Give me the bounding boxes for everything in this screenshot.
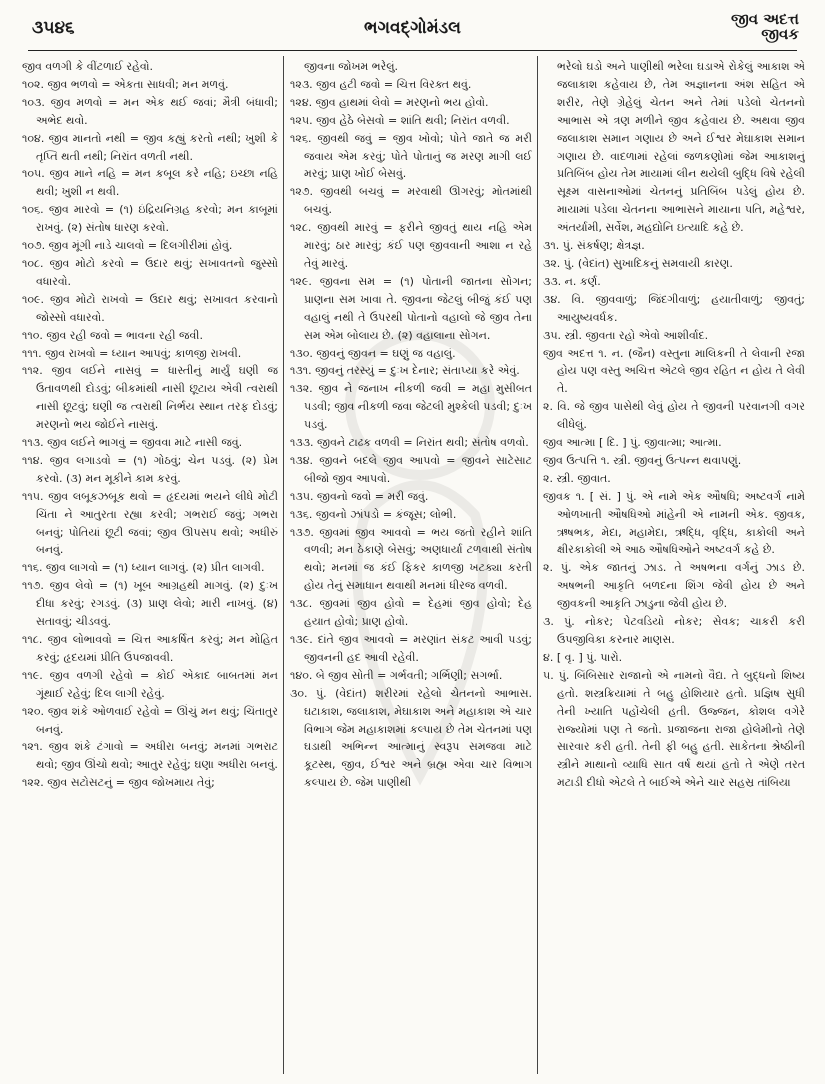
dictionary-entry: ૧૦૫. જીવ માને નહિ = મન કબૂલ કરે નહિ; ઇચ્છા નહિ થવી; ખુશી ન થવી. [22,167,278,199]
dictionary-entry: ૧૧૧. જીવ રાખવો = ધ્યાન આપવું; કાળજી રાખવી. [22,346,242,360]
dictionary-entry: ૧૧૯. જીવ વળગી રહેવો = કોઈ એકાદ બાબતમાં મન ગૂંથાઈ રહેવું; દિલ લાગી રહેવું. [22,668,278,700]
dictionary-entry: ૧૨૪. જીવ હાથમાં લેવો = મરણનો ભય હોવો. [290,95,489,109]
column-1 [22,58,278,1076]
dictionary-entry: ૧૨૦. જીવ શંકે ઓળવાઈ રહેવો = ઊંચું મન થવું; ચિંતાતુર બનવું. [22,704,278,736]
header-rule [28,50,797,51]
column-3 [543,58,805,1076]
dictionary-entry: ૧૨૯. જીવના સમ = (૧) પોતાની જાતના સોગન; પ્રાણના સમ ખાવા તે. જીવના જેટલું બીજું કંઈ પણ વહાલું નથી તે ઉપરથી પોતાનો વહાલો જે જીવ તેના સમ એમ બોલાય છે. (૨) વહાલાના સોગન. [290,274,532,342]
dictionary-entry: ૧૩૨. જીવ ને જનાખ નીકળી જવી = મહા મુસીબત પડવી; જીવ નીકળી જવા જેટલી મુશ્કેલી પડવી; દુઃખ પડવું. [290,382,532,432]
dictionary-entry: ૩૨. પું. (વેદાંત) સુખાદિકનું સમવાયી કારણ. [543,256,733,270]
dictionary-entry: ૧૨૮. જીવથી મારવું = ફરીને જીવતું થાય નહિ એમ મારવું; ઠાર મારવું; કંઈ પણ જીવવાની આશા ન રહે તેવું મારવું. [290,221,532,270]
dictionary-entry: ૧૨૧. જીવ શંકે ટંગાવો = અધીરા બનવું; મનમાં ગભરાટ થવો; જીવ ઊંચો થવો; આતુર રહેવું; ઘણા અધીરા બનવું. [22,740,278,772]
dictionary-entry: ૧૦૭. જીવ મૂંગી નાડે ચાલવો = દિલગીરીમાં હોવું. [22,239,233,253]
dictionary-entry: ૧૦૪. જીવ માનતો નથી = જીવ કહ્યું કરતો નથી; ખુશી કે તૃપ્તિ થતી નથી; નિરાંત વળતી નથી. [22,131,278,163]
dictionary-entry: ૧૧૫. જીવ લબૂકઝબૂક થવો = હૃદયમાં ભયને લીધે મોટી ચિંતા ને આતુરતા રહ્યા કરવી; ગભરાઈ જવું; ગભરા બનવું; પોતિયાં છૂટી જવાં; જીવ ઊપસપ થવો; અધીરું બનવું. [22,489,278,557]
dictionary-entry: ૧૦૬. જીવ મારવો = (૧) ઇંદ્રિયનિગ્રહ કરવો; મન કાબૂમાં રાખવું. (૨) સંતોષ ધારણ કરવો. [22,203,278,235]
dictionary-entry: ૩૫. સ્ત્રી. જીવતા રહો એવો આશીર્વાદ. [543,328,709,342]
dictionary-entry: ૧૦૨. જીવ ભળવો = એકતા સાધવી; મન મળવું. [22,77,229,91]
dictionary-entry: ૧૧૩. જીવ લઈને ભાગવું = જીવવા માટે નાસી જવું. [22,436,243,450]
dictionary-entry: ૩૧. પું. સંકર્ષણ; ક્ષેત્રજ્ઞ. [543,239,645,253]
dictionary-entry: જીવ આત્મા [ દિ. ] પું. જીવાત્મા; આત્મા. [543,436,722,450]
dictionary-entry: ૧૩૩. જીવને ટાઢક વળવી = નિરાંત થવી; સંતોષ વળવો. [290,436,529,450]
dictionary-entry: ૧૩૯. દાંતે જીવ આવવો = મરણાંત સંકટ આવી પડવું; જીવનની હદ આવી રહેવી. [290,633,532,664]
dictionary-entry: ૧૧૮. જીવ લોભાવવો = ચિત્ત આકર્ષિત કરવું; મન મોહિત કરવું; હૃદયમાં પ્રીતિ ઉપજાવવી. [22,633,278,664]
dictionary-entry: ૧૨૩. જીવ હટી જવો = ચિત્ત વિરક્ત થવું. [290,77,472,91]
guide-word-top: જીવ અદત્ત [730,10,799,28]
dictionary-entry: ૧૩૧. જીવનું તરસ્યું = દુઃખ દેનાર; સંતાપ્યા કરે એવું. [290,364,520,378]
dictionary-entry: ૧૦૯. જીવ મોટો રાખવો = ઉદાર થવું; સખાવત કરવાનો જોસ્સો વધારવો. [22,292,278,324]
column-divider-1 [283,56,284,1074]
column-divider-2 [537,56,538,1074]
dictionary-entry: ૩૩. ન. કર્ણ. [543,274,601,288]
dictionary-entry: ૧૩૭. જીવમાં જીવ આવવો = ભય જતો રહીને શાંતિ વળવી; મન ઠેકાણે બેસવું; અણધાર્યા ટળવાથી સંતોષ થવો; મનમાં જ કંઈ ફિકર કાળજી ખટક્યા કરતી હોય તેનું સમાધાન થવાથી મનમાં ધીરજ વળવી. [290,525,532,593]
dictionary-entry: ભરેલો ઘડો અને પાણીથી ભરેલા ઘડાએ રોકેલું આકાશ એ જલાકાશ કહેવાય છે, તેમ અજ્ઞાનના અંશ સહિત એ શરીર, તેણે ગ્રેહેલું ચેતન અને તેમાં પડેલો ચેતનનો આભાસ એ ત્રણ મળીને જીવ કહેવાય છે. અથવા જીવ જલાકાશ સમાન ગણાય છે અને ઈશ્વર મેઘાકાશ સમાન ગણાય છે. વાદળામાં રહેલાં જળકણોમાં જેમ આકાશનું પ્રતિબિંબ હોય તેમ માયામાં લીન થયેલી બુદ્ધિ વિષે રહેલી સૂક્ષ્મ વાસનાઓમાં ચેતનનું પ્રતિબિંબ પડેલું હોય છે. માયામાં પડેલા ચેતનના આભાસને માયાના પતિ, મહેશ્વર, અંતર્યામી, સર્વેશ, મહદ્યોનિ ઇત્યાદિ કહે છે. [557,60,805,235]
dictionary-entry: ૧૦૩. જીવ મળવો = મન એક થઈ જવાં; મૈત્રી બંધાવી; અભેદ થવો. [22,95,278,127]
dictionary-entry: ૧૨૨. જીવ સટોસટનું = જીવ જોખમાય તેવું; [22,776,215,790]
guide-words [731,12,799,42]
dictionary-entry: ૧૧૨. જીવ લઈને નાસવું = ધાસ્તીનું માર્યું ઘણી જ ઉતાવળથી દોડવું; બીકમાંથી નાસી છૂટાય એવી ત્વરાથી નાસી છૂટવું; ઘણી જ ત્વરાથી નિર્ભય સ્થાન તરફ દોડવું; મરણનો ભય જોઈને નાસવું. [22,364,278,432]
column-2 [290,58,532,1076]
guide-word-bottom: જીવક [761,25,799,43]
page-number: ૩૫૪૬ [32,18,75,38]
dictionary-entry: જીવક ૧. [ સં. ] પું. એ નામે એક ઔષધિ; અષ્ટવર્ગ નામે ઓળખાતી ઔષધિઓ માંહેની એ નામની એક. જીવક, ઋષભક, મેદા, મહામેદા, ઋદ્ધિ, વૃદ્ધિ, કાકોલી અને ક્ષીરકાકોલી એ આઠ ઔષધિઓને અષ્ટવર્ગ કહે છે. [543,489,805,557]
dictionary-entry: ૧૩૬. જીવનો ઝાંપડો = કંજૂસ; લોભી. [290,507,457,521]
dictionary-entry: ૩૪. વિ. જીવવાળું; જિંદગીવાળું; હયાતીવાળું; જીવતું; આયુષ્યવર્ધક. [543,292,805,324]
page-header [22,10,803,48]
dictionary-entry: ૧૩૮. જીવમાં જીવ હોવો = દેહમાં જીવ હોવો; દેહ હયાત હોવો; પ્રાણ હોવો. [290,597,532,629]
dictionary-entry: ૧૧૪. જીવ લગાડવો = (૧) ગોઠવું; ચેન પડવું. (૨) પ્રેમ કરવો. (૩) મન મૂકીને કામ કરવું. [22,453,278,485]
dictionary-entry: ૨. સ્ત્રી. જીવાત. [543,471,611,485]
dictionary-entry: ૩. પું. નોકર; પેટવડિયો નોકર; સેવક; ચાકરી કરી ઉપજીવિકા કરનાર માણસ. [543,615,805,646]
dictionary-entry: ૧૦૮. જીવ મોટો કરવો = ઉદાર થવું; સખાવતનો જુસ્સો વધારવો. [22,256,278,288]
dictionary-entry: ૨. પું. એક જાતનું ઝાડ. તે અષભના વર્ગનું ઝાડ છે. અષભની આકૃતિ બળદના શિંગ જેવી હોય છે અને જીવકની આકૃતિ ઝાડુના જેવી હોય છે. [543,561,805,611]
dictionary-entry: ૧૩૫. જીવનો જવો = મરી જવું. [290,489,429,503]
dictionary-entry: ૧૩૪. જીવને બદલે જીવ આપવો = જીવને સાટેસાટ બીજો જીવ આપવો. [290,453,532,485]
dictionary-entry: જીવના જોખમ ભરેલું. [304,60,399,73]
dictionary-entry: ૪. [ વૃ. ] પું. પારો. [543,650,623,664]
running-title: ભગવદ્ગોમંડલ [364,18,461,38]
dictionary-entry: ૧૨૭. જીવથી બચવું = મરવાથી ઊગરવું; મોતમાંથી બચવું. [290,185,532,217]
dictionary-entry: ૨. વિ. જે જીવ પાસેથી લેવું હોય તે જીવની પરવાનગી વગર લીધેલું. [543,400,805,432]
dictionary-entry: ૧૧૭. જીવ લેવો = (૧) ખૂબ આગ્રહથી માગવું. (૨) દુઃખ દીધા કરવું; રગડવું. (૩) પ્રાણ લેવો; મારી નાખવું. (૪) સતાવવું; ચીડવવું. [22,579,278,629]
dictionary-entry: ૧૧૬. જીવ લાગવો = (૧) ધ્યાન લાગવું. (૨) પ્રીત લાગવી. [22,561,265,575]
dictionary-entry: ૧૨૬. જીવથી જવું = જીવ ખોવો; પોતે જાતે જ મરી જવાય એમ કરવું; પોતે પોતાનું જ મરણ માગી લઈ મરવું; પ્રાણ ખોઈ બેસવું. [290,131,532,181]
dictionary-entry: ૫. પું. બિંબિસાર રાજાનો એ નામનો વૈદ્ય. તે બુદ્ધનો શિષ્ય હતો. શસ્ત્રક્રિયામાં તે બહુ હોશિયાર હતો. પ્રજ્ઞિષ સુધી તેની ખ્યાતિ પહોંચેલી હતી. ઉજ્જન, કોશલ વગેરે રાજ્યોમાં પણ તે જતો. પ્રજાજના રાજા હોલેમીનો તેણે સારવાર કરી હતી. તેની ફી બહુ હતી. સાકેતના શ્રેષ્ઠીની સ્ત્રીને માથાનો વ્યાધિ સાત વર્ષ થયાં હતો તે એણે તરત મટાડી દીધો એટલે તે બાઈએ એને ચાર સહસ્ર તાંબિયા [543,668,805,790]
dictionary-entry: જીવ અદત્ત ૧. ન. (જૈન) વસ્તુના માલિકની તે લેવાની રજા હોય પણ વસ્તુ અચિત્ત એટલે જીવ રહિત ન હોય તે લેવી તે. [543,346,805,396]
dictionary-entry: જીવ ઉત્પત્તિ ૧. સ્ત્રી. જીવનું ઉત્પન્ન થવાપણું. [543,453,742,467]
dictionary-entry: ૩૦. પું. (વેદાંત) શરીરમાં રહેલો ચેતનનો આભાસ. ઘટાકાશ, જલાકાશ, મેઘાકાશ અને મહાકાશ એ ચાર વિભાગ જેમ મહાકાશમાં કલ્પાય છે તેમ ચેતનમાં પણ ઘડાથી અભિન્ન આત્માનું સ્વરૂપ સમજવા માટે કૂટસ્થ, જીવ, ઈશ્વર અને બ્રહ્મ એવા ચાર વિભાગ કલ્પાય છે. જેમ પાણીથી [290,686,532,790]
dictionary-entry: ૧૨૫. જીવ હેઠે બેસવો = શાંતિ થવી; નિરાંત વળવી. [290,113,510,127]
dictionary-entry: ૧૪૦. બે જીવ સોતી = ગર્ભવતી; ગર્ભિણી; સગર્ભા. [290,668,503,682]
dictionary-entry: ૧૩૦. જીવનું જીવન = ઘણું જ વહાલું. [290,346,456,360]
dictionary-entry: ૧૧૦. જીવ રહી જવો = ભાવના રહી જવી. [22,328,203,342]
dictionary-entry: જીવ વળગી કે વીંટળાઈ રહેવો. [22,60,154,73]
